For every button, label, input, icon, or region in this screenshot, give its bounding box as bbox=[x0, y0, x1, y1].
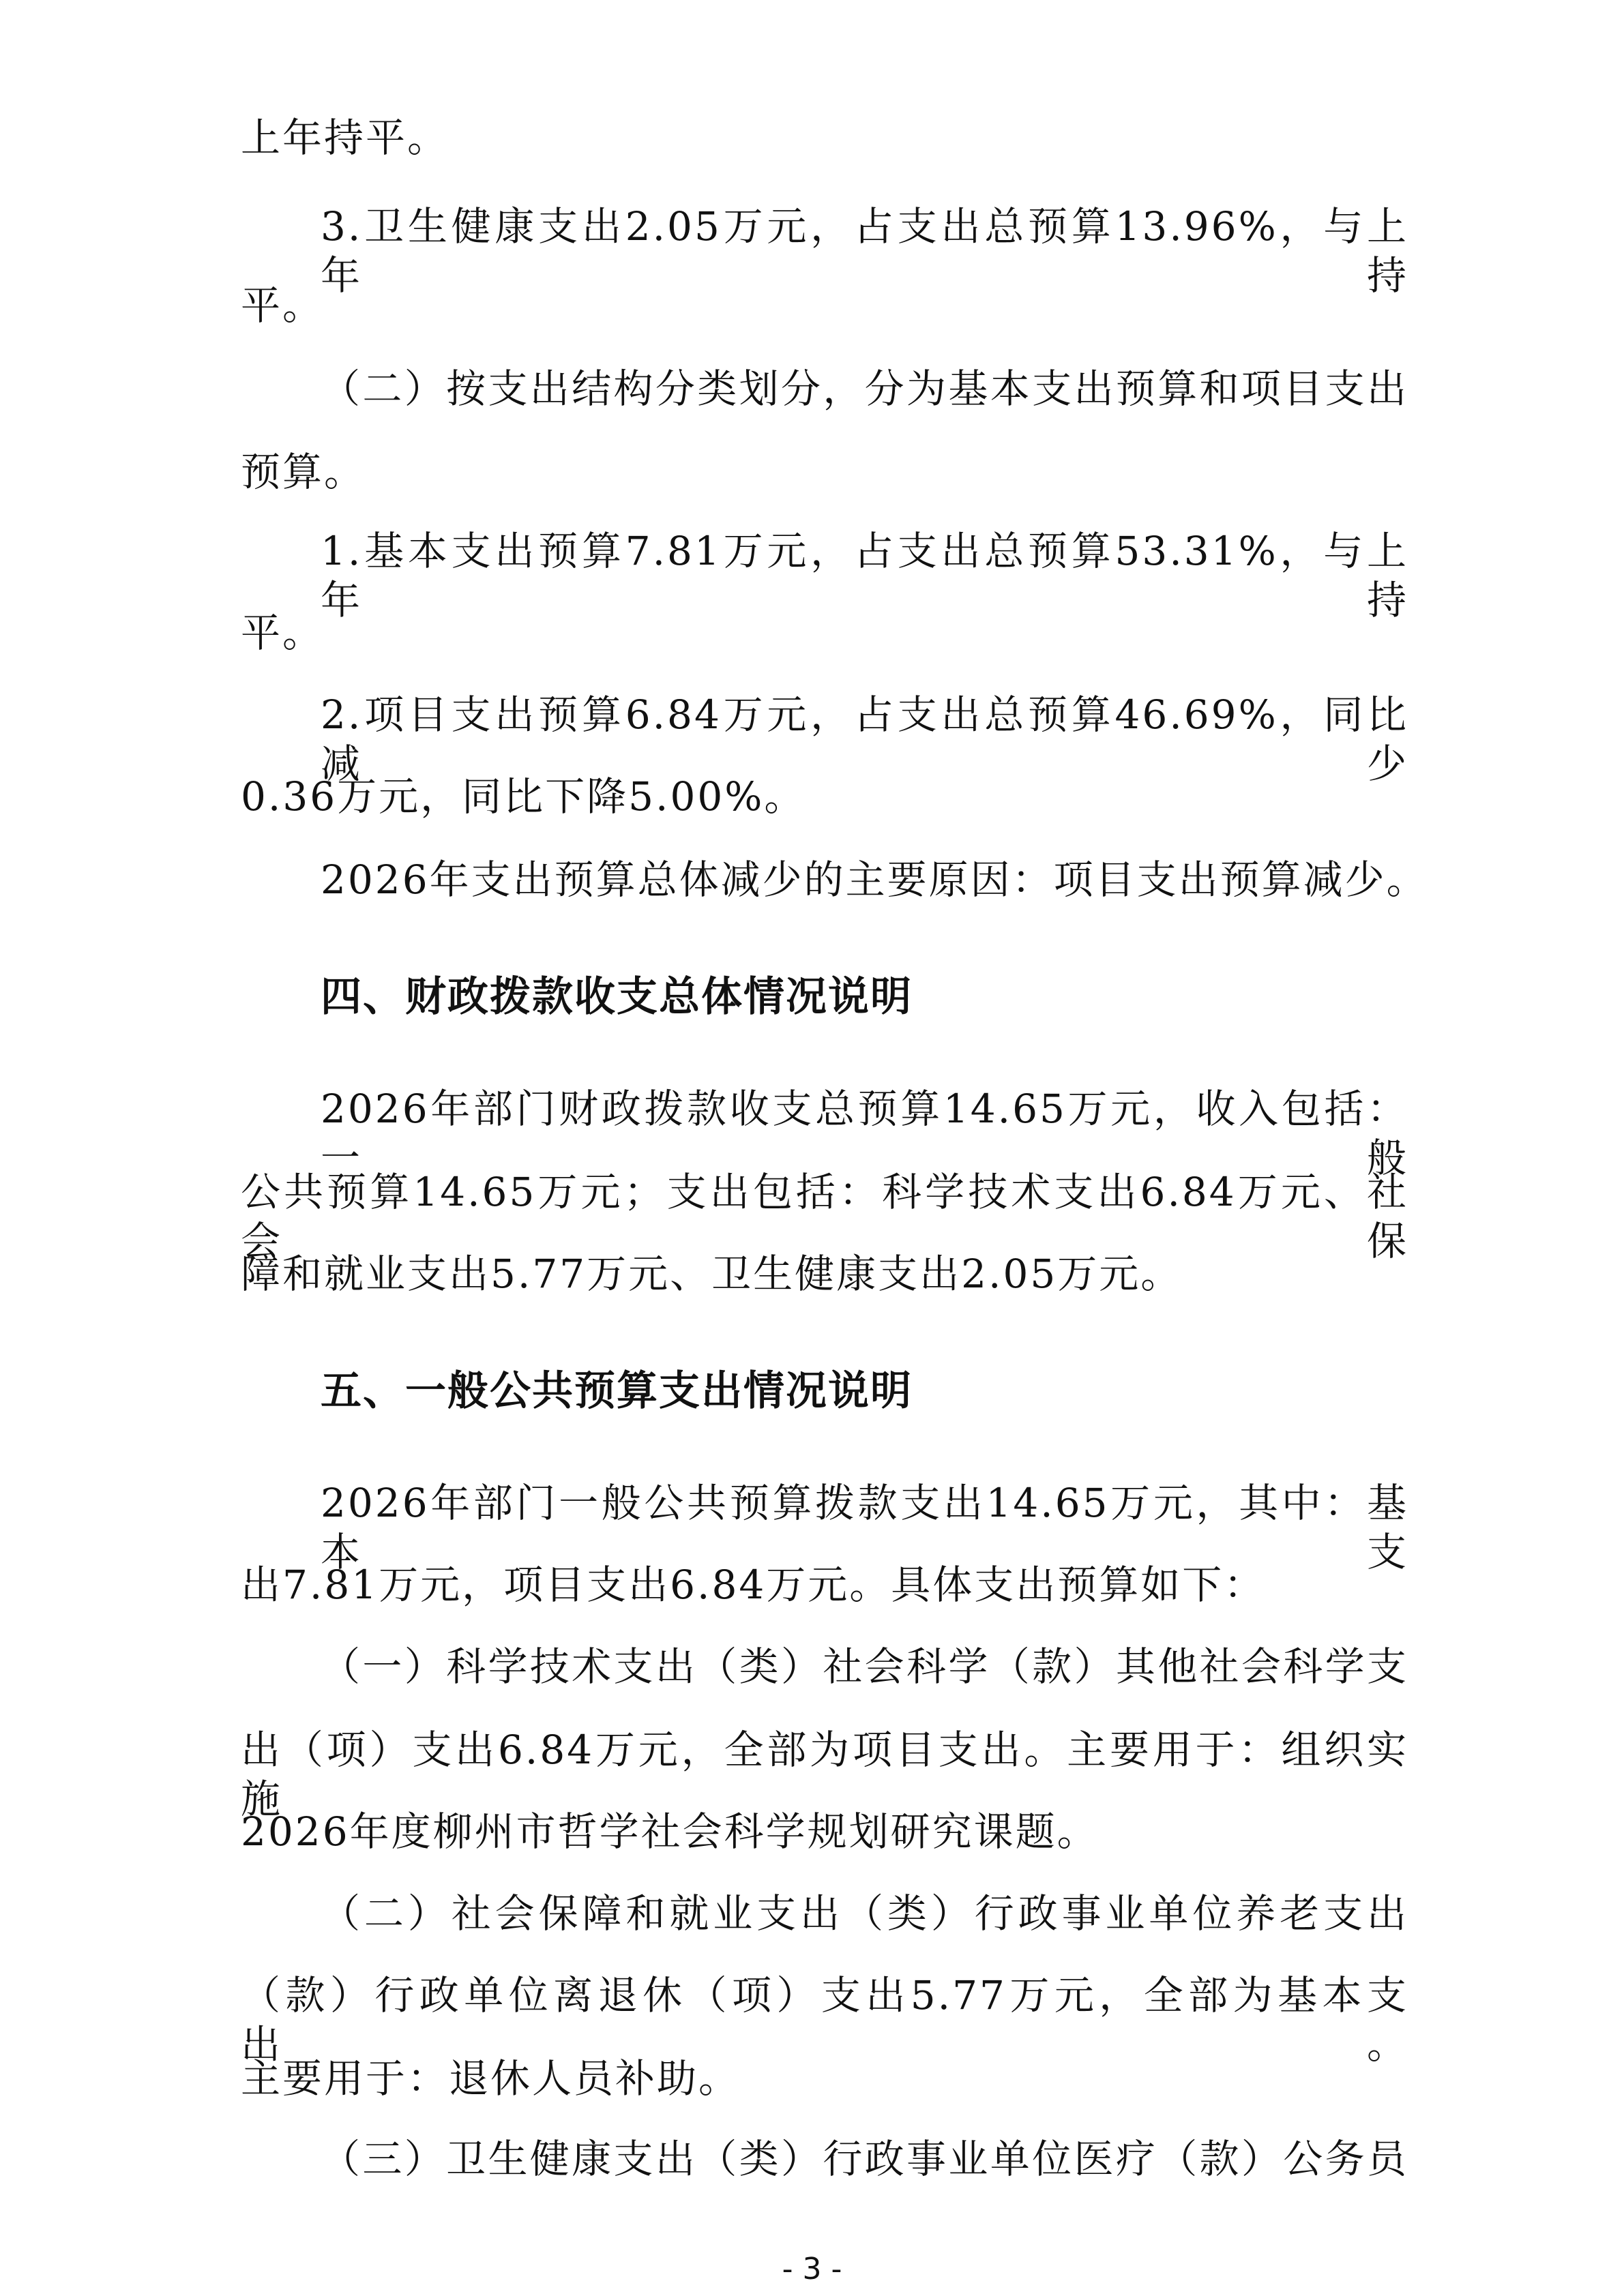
paragraph-line-project-expense: 2.项目支出预算6.84万元，占支出总预算46.69%，同比减少 bbox=[321, 691, 1408, 787]
paragraph-line-general-budget-total: 2026年部门一般公共预算拨款支出14.65万元，其中：基本支 bbox=[321, 1480, 1408, 1575]
paragraph-line-continuation: 上年持平。 bbox=[241, 115, 449, 161]
paragraph-line-health-medical: （三）卫生健康支出（类）行政事业单位医疗（款）公务员 bbox=[321, 2136, 1408, 2182]
paragraph-line-structure: （二）按支出结构分类划分，分为基本支出预算和项目支出 bbox=[321, 366, 1408, 412]
paragraph-line: 公共预算14.65万元；支出包括：科学技术支出6.84万元、社会保 bbox=[241, 1169, 1408, 1264]
section-heading-fiscal-overview: 四、财政拨款收支总体情况说明 bbox=[321, 973, 913, 1021]
page-number: - 3 - bbox=[782, 2252, 842, 2286]
paragraph-line-fiscal-total: 2026年部门财政拨款收支总预算14.65万元，收入包括：一般 bbox=[321, 1086, 1408, 1181]
paragraph-line-health-expense: 3.卫生健康支出2.05万元，占支出总预算13.96%，与上年持 bbox=[321, 203, 1408, 299]
paragraph-line-science-tech: （一）科学技术支出（类）社会科学（款）其他社会科学支 bbox=[321, 1643, 1408, 1690]
paragraph-line: 平。 bbox=[241, 610, 325, 656]
paragraph-line: 预算。 bbox=[241, 449, 366, 495]
paragraph-line: 主要用于：退休人员补助。 bbox=[241, 2055, 741, 2102]
paragraph-line: 2026年度柳州市哲学社会科学规划研究课题。 bbox=[241, 1808, 1099, 1855]
section-heading-general-budget: 五、一般公共预算支出情况说明 bbox=[321, 1367, 913, 1415]
paragraph-line: 出（项）支出6.84万元，全部为项目支出。主要用于：组织实施 bbox=[241, 1727, 1408, 1822]
paragraph-line: 障和就业支出5.77万元、卫生健康支出2.05万元。 bbox=[241, 1251, 1183, 1297]
paragraph-line-basic-expense: 1.基本支出预算7.81万元，占支出总预算53.31%，与上年持 bbox=[321, 528, 1408, 623]
paragraph-line: （款）行政单位离退休（项）支出5.77万元，全部为基本支出。 bbox=[241, 1972, 1408, 2068]
paragraph-line: 出7.81万元，项目支出6.84万元。具体支出预算如下： bbox=[241, 1562, 1266, 1608]
paragraph-line-reason: 2026年支出预算总体减少的主要原因：项目支出预算减少。 bbox=[321, 856, 1428, 903]
paragraph-line: 0.36万元，同比下降5.00%。 bbox=[241, 773, 806, 820]
paragraph-line: 平。 bbox=[241, 282, 325, 329]
paragraph-line-social-security: （二）社会保障和就业支出（类）行政事业单位养老支出 bbox=[321, 1890, 1408, 1937]
